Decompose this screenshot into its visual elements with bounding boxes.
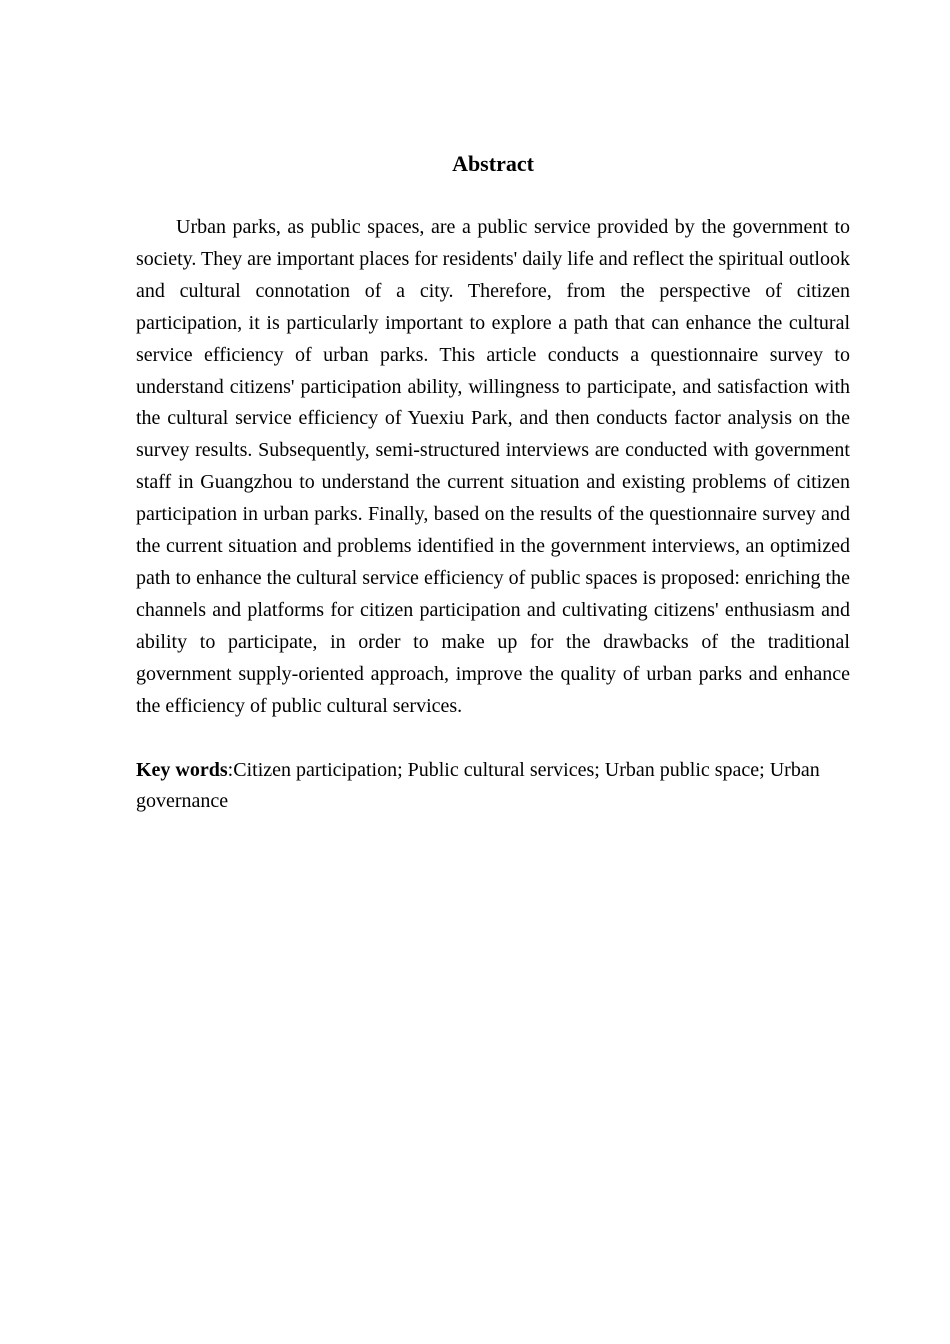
keywords-separator: : [227,758,234,781]
document-page [136,146,850,818]
keywords-text: Citizen participation; Public cultural services; Urban public space; Urban governance [136,758,820,813]
keywords-line [136,755,850,819]
abstract-body: Urban parks, as public spaces, are a public service provided by the government to society. They are important places for residents' daily life and reflect the spiritual outlook and cultural connotation of a city. Therefore, from the perspective of citizen participation, it is particularly important to explore a path that can enhance the cultural service efficiency of urban parks. This article conducts a questionnaire survey to understand citizens' participation ability, willingness to participate, and satisfaction with the cultural service efficiency of Yuexiu Park, and then conducts factor analysis on the survey results. Subsequently, semi-structured interviews are conducted with government staff in Guangzhou to understand the current situation and existing problems of citizen participation in urban parks. Finally, based on the results of the questionnaire survey and the current situation and problems identified in the government interviews, an optimized path to enhance the cultural service efficiency of public spaces is proposed: enriching the channels and platforms for citizen participation and cultivating citizens' enthusiasm and ability to participate, in order to make up for the drawbacks of the traditional government supply-oriented approach, improve the quality of urban parks and enhance the efficiency of public cultural services. [136,216,850,717]
abstract-title: Abstract [452,151,534,176]
keywords-label: Key words [136,758,228,781]
